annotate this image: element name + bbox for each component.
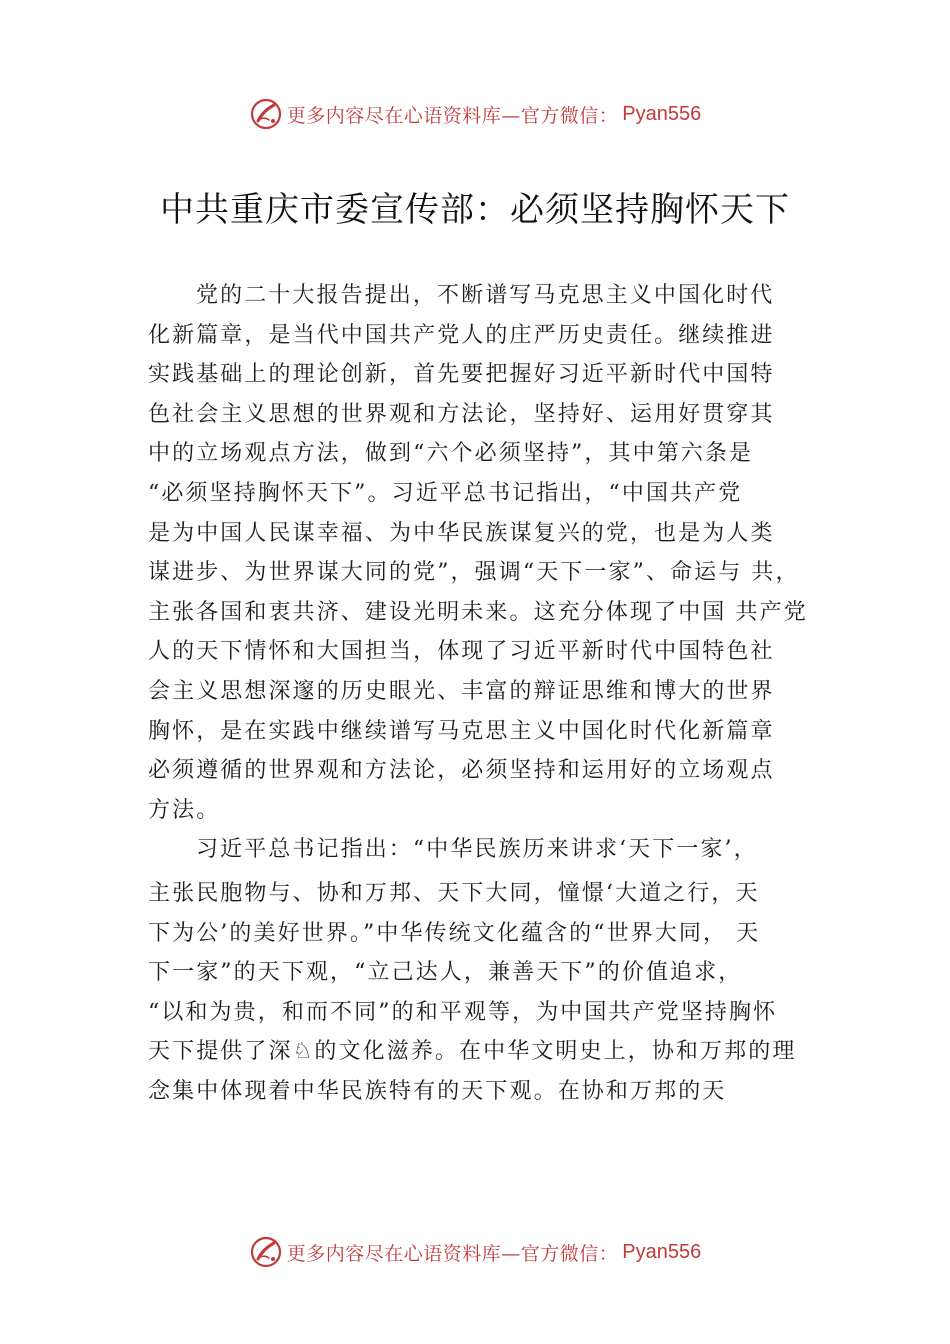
wechat-id: Pyan556 — [622, 102, 702, 125]
footer-banner — [0, 1232, 950, 1272]
text-line: 主张各国和衷共济、建设光明未来。这充分体现了中国 共产党 — [148, 599, 808, 625]
text-line: 是为中国人民谋幸福、为中华民族谋复兴的党，也是为人类 — [148, 520, 775, 546]
text-line: 下为公’的美好世界。”中华传统文化蕴含的“世界大同， 天 — [148, 920, 761, 946]
text-line: 谋进步、为世界谋大同的党”，强调“天下一家”、命运与 共， — [148, 560, 800, 586]
text-line: 方法。 — [148, 797, 221, 823]
text-line: 必须遵循的世界观和方法论，必须坚持和运用好的立场观点 — [148, 758, 775, 784]
brush-logo-icon — [249, 97, 283, 131]
text-line: 下一家”的天下观，“立己达人，兼善天下”的价值追求， — [148, 960, 743, 986]
text-line: 实践基础上的理论创新，首先要把握好习近平新时代中国特 — [148, 362, 775, 388]
banner-slogan: 更多内容尽在心语资料库—官方微信： — [286, 104, 619, 127]
document-title: 中共重庆市委宣传部：必须坚持胸怀天下 — [160, 190, 790, 230]
text-line: 人的天下情怀和大国担当，体现了习近平新时代中国特色社 — [148, 639, 775, 665]
brush-logo-icon — [249, 1235, 283, 1269]
text-line: 胸怀，是在实践中继续谱写马克思主义中国化时代化新篇章 — [148, 718, 775, 744]
header-banner — [0, 94, 950, 134]
document-body — [148, 276, 820, 1111]
text-line: 色社会主义思想的世界观和方法论，坚持好、运用好贯穿其 — [148, 401, 775, 427]
banner-slogan: 更多内容尽在心语资料库—官方微信： — [286, 1242, 619, 1265]
text-line: “必须坚持胸怀天下”。习近平总书记指出，“中国共产党 — [148, 480, 743, 506]
text-line: 会主义思想深邃的历史眼光、丰富的辩证思维和博大的世界 — [148, 678, 775, 704]
text-line: 主张民胞物与、协和万邦、天下大同，憧憬‘大道之行，天 — [148, 880, 760, 906]
text-line: 化新篇章，是当代中国共产党人的庄严历史责任。继续推进 — [148, 322, 775, 348]
paragraph-1 — [148, 276, 820, 830]
text-line: 中的立场观点方法，做到“六个必须坚持”，其中第六条是 — [148, 441, 754, 467]
text-line: 天下提供了深♘的文化滋养。在中华文明史上，协和万邦的理 — [148, 1039, 797, 1065]
text-line: 习近平总书记指出：“中华民族历来讲求‘天下一家’， — [196, 837, 758, 863]
text-line: 党的二十大报告提出，不断谱写马克思主义中国化时代 — [196, 283, 775, 308]
text-line: 念集中体现着中华民族特有的天下观。在协和万邦的天 — [148, 1078, 727, 1104]
paragraph-2 — [148, 830, 820, 1111]
wechat-id: Pyan556 — [622, 1240, 702, 1263]
text-line: “以和为贵，和而不同”的和平观等，为中国共产党坚持胸怀 — [148, 999, 778, 1025]
